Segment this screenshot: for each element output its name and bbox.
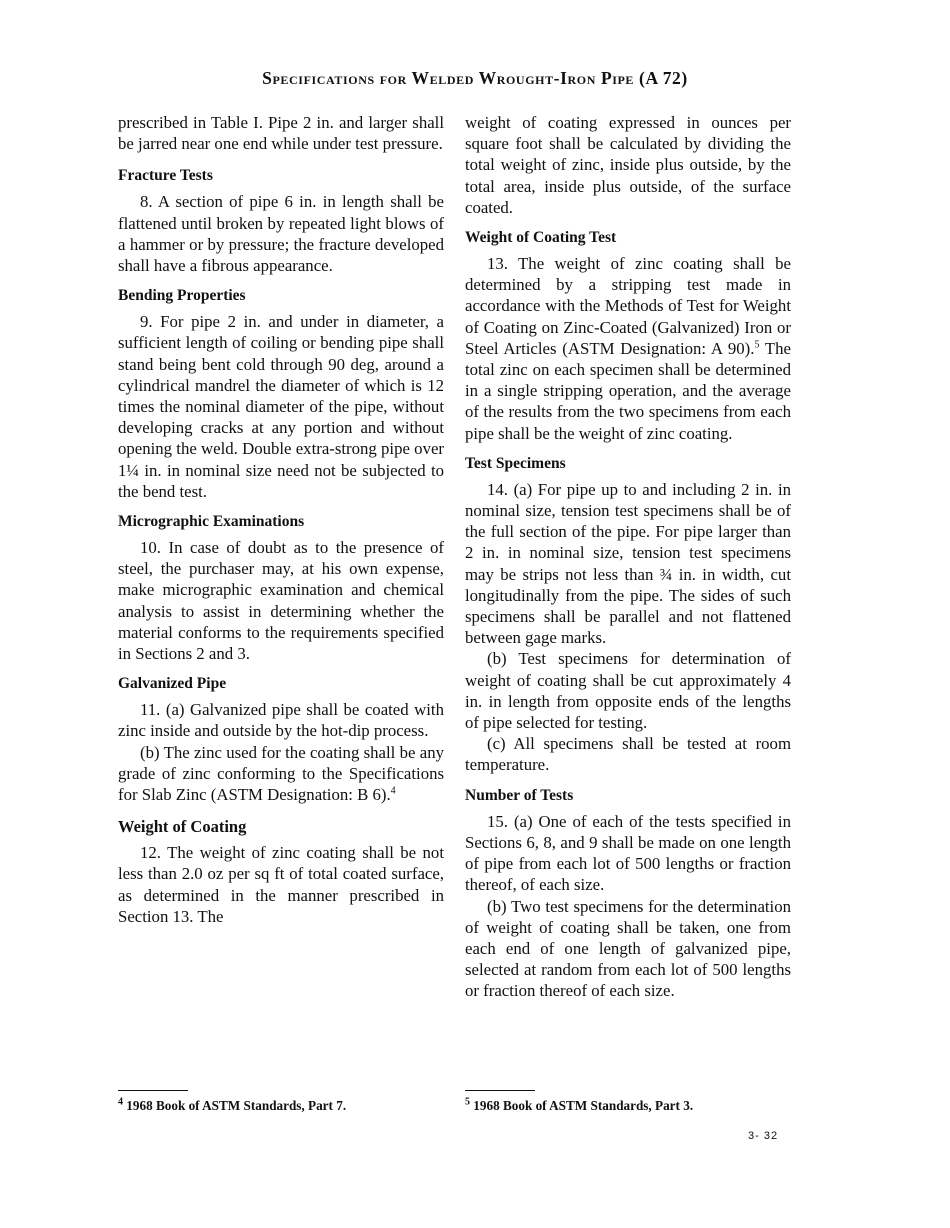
footnote-right (465, 1090, 795, 1114)
heading-fracture-tests: Fracture Tests (118, 167, 213, 185)
paragraph-15b: (b) Two test specimens for the determination of weight of coating shall be taken, one from each end of one length of galvanized pipe, selected at random from each lot of 500 lengths or fraction thereof of each size. (465, 896, 791, 1001)
paragraph-10: 10. In case of doubt as to the presence of steel, the purchaser may, at his own expense, make micrographic examination and chemical analysis to assist in determining whether the material conforms to the requirements specified in Sections 2 and 3. (118, 538, 444, 664)
footnote-rule (465, 1090, 535, 1091)
running-head: Specifications for Welded Wrought-Iron Pipe (A 72) (262, 68, 688, 88)
paragraph-12-continued: weight of coating expressed in ounces per square foot shall be calculated by dividing the total weight of zinc, inside plus outside, by the total area, inside plus outside, of the surface coated. (465, 113, 791, 217)
footnote-4-text: 1968 Book of ASTM Standards, Part 7. (126, 1098, 347, 1113)
paragraph-11a: 11. (a) Galvanized pipe shall be coated with zinc inside and outside by the hot-dip process. (118, 700, 444, 741)
footnote-5-text: 1968 Book of ASTM Standards, Part 3. (473, 1098, 694, 1113)
footnote-mark-5: 5 (465, 1096, 470, 1108)
left-column (118, 112, 444, 927)
right-column (465, 112, 791, 1002)
paragraph-13-part-b: The total zinc on each specimen shall be determined in a single stripping operation, and the average of the results from the two specimens from each pipe shall be the weight of zinc coating. (465, 338, 791, 443)
paragraph-11b-text: (b) The zinc used for the coating shall be any grade of zinc conforming to the Specifications for Slab Zinc (ASTM Designation: B 6). (118, 742, 444, 805)
paragraph-14a: 14. (a) For pipe up to and including 2 in. in nominal size, tension test specimens shall be of the full section of the pipe. For pipe larger than 2 in. in nominal size, tension test specimens may be strips not less than ¾ in. in width, cut longitudinally from the pipe. The sides of such specimens shall be parallel and not flattened between gage marks. (465, 479, 791, 648)
paragraph-14b: (b) Test specimens for determination of weight of coating shall be cut approximately 4 in. in length from opposite ends of the lengths of pipe selected for testing. (465, 649, 791, 733)
footnote-left (118, 1090, 448, 1114)
heading-test-specimens: Test Specimens (465, 454, 566, 472)
footnote-mark-4: 4 (118, 1096, 123, 1108)
paragraph-12: 12. The weight of zinc coating shall be not less than 2.0 oz per sq ft of total coated surface, as determined in the manner prescribed in Section 13. The (118, 843, 444, 926)
heading-number-of-tests: Number of Tests (465, 786, 574, 804)
heading-weight-of-coating-test: Weight of Coating Test (465, 229, 617, 247)
paragraph-13-part-a: 13. The weight of zinc coating shall be determined by a stripping test made in accordance with the Methods of Test for Weight of Coating on Zinc-Coated (Galvanized) Iron or Steel Articles (ASTM Designation: A 90). (465, 254, 791, 358)
footnote-4 (118, 1097, 448, 1114)
heading-micrographic-examinations: Micrographic Examinations (118, 513, 305, 531)
footnote-5 (465, 1097, 795, 1114)
heading-bending-properties: Bending Properties (118, 287, 246, 305)
paragraph-11b (118, 742, 444, 806)
paragraph-8: 8. A section of pipe 6 in. in length shall be flattened until broken by repeated light blows of a hammer or by pressure; the fracture developed shall have a fibrous appearance. (118, 192, 444, 276)
paragraph-9: 9. For pipe 2 in. and under in diameter, a sufficient length of coiling or bending pipe shall stand being bent cold through 90 deg, around a cylindrical mandrel the diameter of which is 12 times the nominal diameter of the pipe, without developing cracks at any portion and without opening the weld. Double extra-strong pipe over 1¼ in. in nominal size need not be subjected to the bend test. (118, 312, 444, 501)
page-folio: 3- 32 (748, 1130, 779, 1142)
paragraph-intro: prescribed in Table I. Pipe 2 in. and larger shall be jarred near one end while under test pressure. (118, 113, 444, 154)
heading-galvanized-pipe: Galvanized Pipe (118, 675, 227, 693)
paragraph-14c: (c) All specimens shall be tested at room temperature. (465, 734, 791, 775)
paragraph-15a: 15. (a) One of each of the tests specified in Sections 6, 8, and 9 shall be made on one length of pipe from each lot of 500 lengths or fraction thereof, of each size. (465, 811, 791, 895)
footnote-rule (118, 1090, 188, 1091)
footnote-ref-4: 4 (390, 785, 396, 797)
heading-weight-of-coating: Weight of Coating (118, 817, 247, 837)
footnote-ref-5: 5 (754, 339, 760, 351)
paragraph-13 (465, 253, 791, 444)
